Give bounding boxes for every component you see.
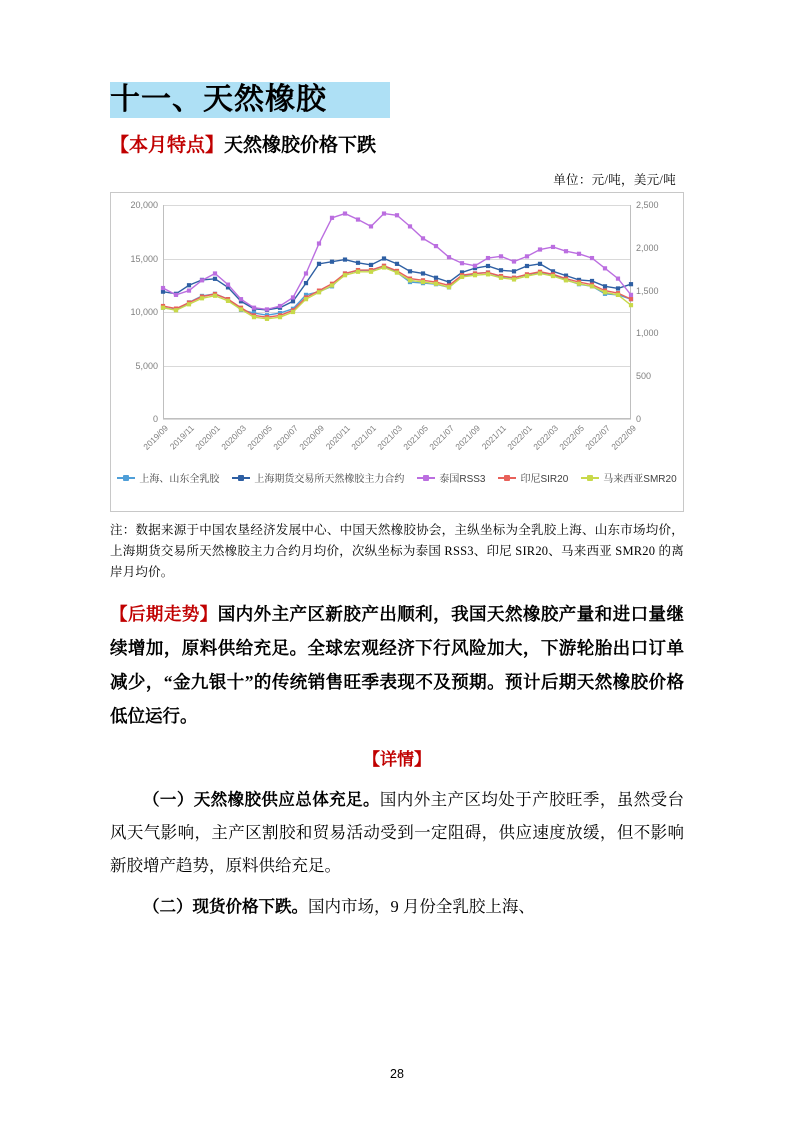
chart-gridline [163,419,631,420]
detail-heading: 【详情】 [363,750,431,769]
chart-marker [317,262,321,266]
chart-marker [616,293,620,297]
chart-marker [369,270,373,274]
chart-marker [317,290,321,294]
chart-marker [525,254,529,258]
legend-item [498,470,568,485]
chart-marker [473,273,477,277]
x-axis-tick: 2020/05 [245,423,275,452]
y-axis-tick-left: 15,000 [130,253,158,264]
chart-marker [486,264,490,268]
x-axis-tick: 2022/09 [609,423,639,452]
chart-marker [629,297,633,301]
chart-marker [239,297,243,301]
chart-plot-area [130,200,659,452]
chart-marker [187,283,191,287]
x-axis-tick: 2021/01 [349,423,379,452]
chart-marker [161,286,165,290]
title-text: 十一、天然橡胶 [110,82,327,117]
chart-marker [525,264,529,268]
x-axis-tick: 2020/09 [297,423,327,452]
paragraph-one-head: （一）天然橡胶供应总体充足。 [143,790,380,809]
trend-paragraph [110,597,684,733]
natural-rubber-price-chart [110,192,684,512]
chart-marker [252,306,256,310]
chart-marker [265,307,269,311]
chart-marker [525,274,529,278]
x-axis-tick: 2021/11 [479,423,509,452]
chart-marker [603,290,607,294]
paragraph-two-text: 国内市场，9 月份全乳胶上海、 [308,897,535,916]
chart-marker [330,216,334,220]
y-axis-tick-right: 500 [636,371,652,382]
chart-marker [486,256,490,260]
chart-marker [629,293,633,297]
chart-marker [343,211,347,215]
y-axis-tick-right: 1,500 [636,285,659,296]
chart-line [163,214,631,310]
feature-label: 【本月特点】 [110,135,225,156]
y-axis-tick-left: 5,000 [135,360,158,371]
legend-label: 上海期货交易所天然橡胶主力合约 [254,474,405,485]
chart-marker [473,264,477,268]
chart-marker [538,247,542,251]
chart-marker [499,254,503,258]
page-title [110,80,684,126]
chart-marker [330,283,334,287]
chart-marker [629,303,633,307]
chart-marker [538,271,542,275]
y-axis-tick-right: 0 [636,414,642,424]
legend-item [232,470,404,485]
chart-marker [629,282,633,286]
x-axis-tick: 2022/07 [583,423,613,452]
x-axis-tick: 2021/03 [375,423,405,452]
chart-marker [577,282,581,286]
legend-item [117,470,219,485]
feature-line [110,132,684,160]
chart-marker [434,276,438,280]
chart-marker [317,241,321,245]
chart-marker [408,224,412,228]
chart-marker [460,261,464,265]
x-axis-tick: 2022/01 [505,423,535,452]
legend-marker-icon [498,473,516,482]
chart-marker [213,277,217,281]
chart-marker [590,284,594,288]
chart-marker [239,307,243,311]
chart-marker [200,278,204,282]
y-axis-tick-left: 10,000 [130,307,158,317]
chart-marker [590,279,594,283]
chart-marker [434,244,438,248]
paragraph-two [110,890,684,923]
chart-marker [161,306,165,310]
chart-marker [499,276,503,280]
chart-marker [447,255,451,259]
chart-marker [304,281,308,285]
chart-marker [187,289,191,293]
chart-marker [512,269,516,273]
paragraph-one [110,783,684,882]
x-axis-tick: 2021/07 [427,423,457,452]
y-axis-tick-left: 0 [152,414,158,424]
chart-marker [577,252,581,256]
chart-marker [161,290,165,294]
legend-marker-icon [232,473,250,482]
chart-marker [304,271,308,275]
y-axis-tick-right: 1,000 [636,328,659,339]
chart-marker [213,294,217,298]
chart-marker [408,278,412,282]
x-axis-tick: 2020/07 [271,423,301,452]
chart-marker [213,271,217,275]
chart-note: 注：数据来源于中国农垦经济发展中心、中国天然橡胶协会，主纵坐标为全乳胶上海、山东市场均价，上海期货交易所天然橡胶主力合约月均价，次纵坐标为泰国 RSS3、印尼 SIR20、马来西亚 SMR20 的离岸月均价。 [110,523,684,579]
chart-marker [616,286,620,290]
chart-marker [356,270,360,274]
legend-item [581,470,676,485]
chart-unit-label: 单位：元/吨，美元/吨 [553,173,676,187]
legend-item [417,470,485,485]
chart-marker [421,236,425,240]
chart-marker [551,274,555,278]
chart-marker [499,268,503,272]
chart-marker [330,260,334,264]
legend-label: 泰国RSS3 [439,474,486,485]
chart-marker [421,271,425,275]
chart-marker [265,317,269,321]
chart-marker [304,297,308,301]
chart-marker [291,310,295,314]
y-axis-tick-left: 20,000 [130,200,158,210]
chart-marker [395,271,399,275]
chart-marker [226,299,230,303]
y-axis-tick-right: 2,000 [636,242,659,253]
chart-marker [460,275,464,279]
chart-marker [382,256,386,260]
chart-marker [590,256,594,260]
chart-marker [512,277,516,281]
chart-marker [356,261,360,265]
chart-marker [174,293,178,297]
x-axis-tick: 2022/03 [531,423,561,452]
chart-marker [395,262,399,266]
legend-marker-icon [581,473,599,482]
chart-marker [278,304,282,308]
chart-marker [343,257,347,261]
chart-marker [395,213,399,217]
chart-marker [291,299,295,303]
chart-marker [564,278,568,282]
x-axis-tick: 2019/11 [167,423,197,452]
chart-marker [551,245,555,249]
x-axis-tick: 2021/09 [453,423,483,452]
chart-marker [369,224,373,228]
chart-marker [343,273,347,277]
trend-label: 【后期走势】 [110,604,218,624]
chart-marker [356,217,360,221]
x-axis-tick: 2020/11 [323,423,353,452]
legend-label: 马来西亚SMR20 [603,474,677,485]
chart-marker [447,285,451,289]
paragraph-two-head: （二）现货价格下跌。 [143,897,308,916]
legend-label: 上海、山东全乳胶 [139,474,220,485]
chart-marker [252,315,256,319]
chart-marker [421,280,425,284]
chart-marker [382,265,386,269]
chart-marker [200,296,204,300]
x-axis-tick: 2021/05 [401,423,431,452]
chart-marker [187,302,191,306]
page-number: 28 [390,1067,404,1081]
chart-marker [382,211,386,215]
chart-series-layer [163,205,631,419]
chart-marker [616,277,620,281]
chart-marker [278,315,282,319]
chart-marker [564,249,568,253]
chart-legend [111,470,683,485]
chart-marker [603,266,607,270]
chart-marker [486,272,490,276]
chart-marker [408,269,412,273]
legend-label: 印尼SIR20 [520,474,569,485]
trend-text: 国内外主产区新胶产出顺利，我国天然橡胶产量和进口量继续增加，原料供给充足。全球宏观经济下行风险加大，下游轮胎出口订单减少，“金九银十”的传统销售旺季表现不及预期。预计后期天然橡胶价格低位运行。 [110,604,685,726]
x-axis-tick: 2019/09 [141,423,171,452]
chart-marker [512,259,516,263]
x-axis-tick: 2022/05 [557,423,587,452]
chart-marker [434,282,438,286]
chart-marker [174,308,178,312]
paragraph-one-text: 国内外主产区均处于产胶旺季，虽然受台风天气影响，主产区割胶和贸易活动受到一定阻碍，供应速度放缓，但不影响新胶增产趋势，原料供给充足。 [110,790,685,875]
x-axis-tick: 2020/01 [193,423,223,452]
chart-marker [538,262,542,266]
chart-marker [369,263,373,267]
chart-marker [226,283,230,287]
chart-marker [603,284,607,288]
x-axis-tick: 2020/03 [219,423,249,452]
legend-marker-icon [117,473,135,482]
legend-marker-icon [417,473,435,482]
chart-marker [291,295,295,299]
feature-text: 天然橡胶价格下跌 [224,135,377,156]
y-axis-tick-right: 2,500 [636,200,659,210]
